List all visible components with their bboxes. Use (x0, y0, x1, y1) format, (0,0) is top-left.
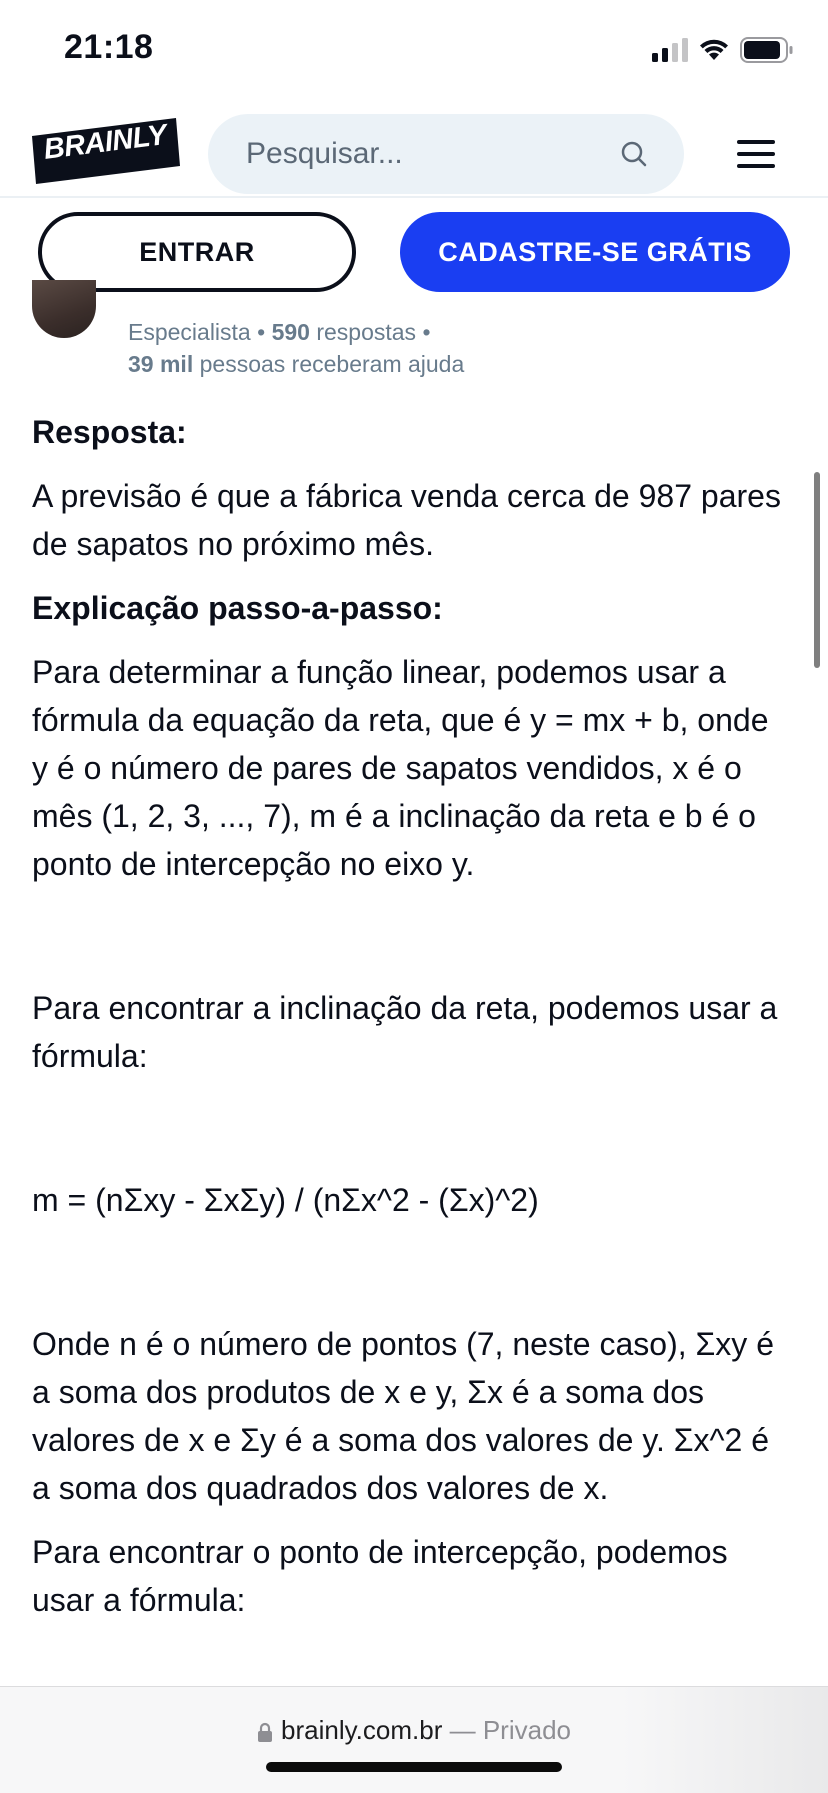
url-line[interactable] (0, 1715, 828, 1746)
answer-content (32, 408, 792, 1640)
separator-dot: • (422, 319, 431, 345)
search-bar[interactable] (208, 114, 684, 194)
hamburger-menu-icon[interactable] (737, 140, 775, 168)
explanation-paragraph: Para determinar a função linear, podemos usar a fórmula da equação da reta, que é y = mx + b, onde y é o número de pares de sapatos vendidos, x é o mês (1, 2, 3, ..., 7), m é a inclinação da reta e b é o ponto de intercepção no eixo y. (32, 654, 769, 882)
status-icons (652, 36, 794, 64)
answers-label: respostas (316, 319, 417, 345)
menu-line (737, 164, 775, 168)
answer-text: A previsão é que a fábrica venda cerca de 987 pares de sapatos no próximo mês. (32, 478, 781, 562)
menu-line (737, 152, 775, 156)
url-separator: — (442, 1715, 483, 1745)
browser-url-bar[interactable] (0, 1686, 828, 1793)
signup-button[interactable]: CADASTRE-SE GRÁTIS (400, 212, 790, 292)
home-indicator[interactable] (266, 1762, 562, 1772)
status-time: 21:18 (64, 28, 154, 66)
page-scrollbar[interactable] (814, 472, 820, 668)
answerer-stats-line-2 (128, 348, 464, 380)
spacer (32, 1096, 792, 1176)
brainly-logo[interactable] (32, 118, 180, 189)
answers-count: 590 (271, 319, 310, 345)
explanation-paragraph: Onde n é o número de pontos (7, neste caso), Σxy é a soma dos produtos de x e y, Σx é a soma dos valores de x e Σy é a soma dos valores de y. Σx^2 é a soma dos quadrados dos valores de x. (32, 1326, 774, 1506)
site-header (0, 96, 828, 198)
battery-icon (740, 37, 794, 63)
helped-count: 39 mil (128, 351, 194, 377)
helped-label: pessoas receberam ajuda (199, 351, 465, 377)
answerer-rank: Especialista (128, 319, 251, 345)
answerer-stats-line-1 (128, 316, 464, 348)
url-domain: brainly.com.br (281, 1715, 443, 1745)
logo-text: BRAINLY (42, 118, 169, 166)
status-bar (0, 0, 828, 96)
explanation-paragraph: Para encontrar a inclinação da reta, podemos usar a fórmula: (32, 990, 778, 1074)
formula-slope: m = (nΣxy - ΣxΣy) / (nΣx^2 - (Σx)^2) (32, 1182, 539, 1218)
lock-icon (257, 1722, 273, 1742)
answer-heading: Resposta: (32, 414, 187, 450)
search-input[interactable] (244, 136, 608, 172)
answerer-meta (128, 316, 464, 380)
cellular-signal-icon (652, 38, 688, 62)
explanation-heading: Explicação passo-a-passo: (32, 590, 443, 626)
auth-bar (0, 198, 828, 302)
spacer (32, 904, 792, 984)
browsing-mode: Privado (482, 1715, 571, 1745)
login-button[interactable]: ENTRAR (38, 212, 356, 292)
wifi-icon (698, 38, 730, 62)
search-icon[interactable] (620, 140, 648, 168)
separator-dot: • (257, 319, 272, 345)
answerer-avatar[interactable] (32, 280, 96, 338)
explanation-paragraph: Para encontrar o ponto de intercepção, podemos usar a fórmula: (32, 1534, 728, 1618)
menu-line (737, 140, 775, 144)
spacer (32, 1240, 792, 1320)
